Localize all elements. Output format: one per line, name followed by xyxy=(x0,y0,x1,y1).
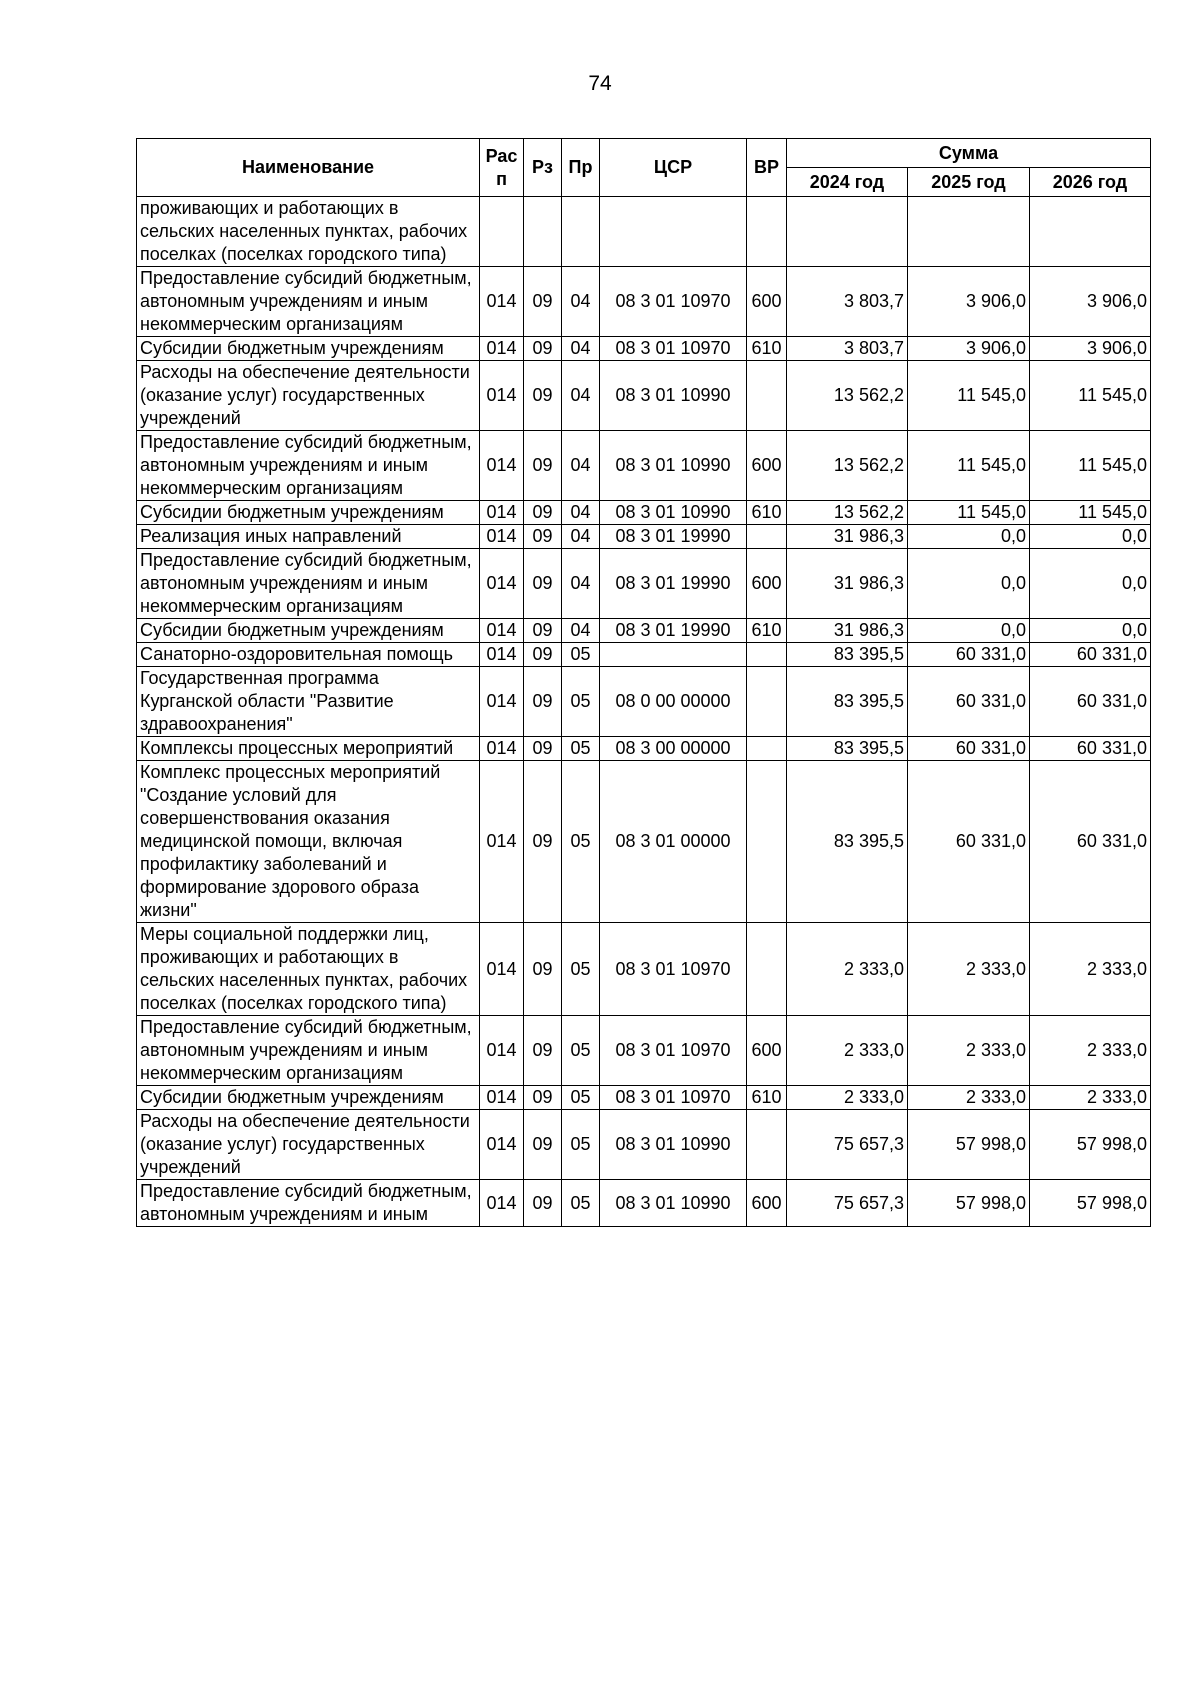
table-row xyxy=(137,761,1151,923)
cell-2026: 11 545,0 xyxy=(1030,431,1151,501)
cell-csr: 08 3 01 19990 xyxy=(600,525,747,549)
row-name: Предоставление субсидий бюджетным, автономным учреждениям и иным некоммерческим организациям xyxy=(137,1016,480,1086)
cell-2025 xyxy=(908,197,1030,267)
cell-pr: 05 xyxy=(562,1016,600,1086)
cell-pr: 05 xyxy=(562,1086,600,1110)
cell-vr xyxy=(747,643,787,667)
row-name: Субсидии бюджетным учреждениям xyxy=(137,619,480,643)
cell-2024: 2 333,0 xyxy=(787,1016,908,1086)
cell-rz: 09 xyxy=(524,761,562,923)
table-row xyxy=(137,525,1151,549)
cell-rz: 09 xyxy=(524,501,562,525)
cell-rasp: 014 xyxy=(480,501,524,525)
cell-2025: 11 545,0 xyxy=(908,501,1030,525)
cell-2026: 57 998,0 xyxy=(1030,1180,1151,1227)
cell-vr: 610 xyxy=(747,619,787,643)
cell-2024: 83 395,5 xyxy=(787,667,908,737)
cell-rasp: 014 xyxy=(480,667,524,737)
cell-2026: 60 331,0 xyxy=(1030,667,1151,737)
cell-pr xyxy=(562,197,600,267)
cell-rz: 09 xyxy=(524,643,562,667)
cell-2025: 2 333,0 xyxy=(908,1016,1030,1086)
cell-vr: 610 xyxy=(747,1086,787,1110)
table-row xyxy=(137,643,1151,667)
table-row xyxy=(137,1086,1151,1110)
cell-2026: 2 333,0 xyxy=(1030,923,1151,1016)
cell-2025: 57 998,0 xyxy=(908,1180,1030,1227)
row-name: Предоставление субсидий бюджетным, автономным учреждениям и иным некоммерческим организациям xyxy=(137,549,480,619)
cell-vr: 600 xyxy=(747,431,787,501)
row-name: Предоставление субсидий бюджетным, автономным учреждениям и иным некоммерческим организациям xyxy=(137,431,480,501)
cell-2024: 2 333,0 xyxy=(787,1086,908,1110)
cell-vr: 610 xyxy=(747,501,787,525)
cell-csr: 08 3 01 10970 xyxy=(600,267,747,337)
table-row xyxy=(137,197,1151,267)
cell-2026: 57 998,0 xyxy=(1030,1110,1151,1180)
cell-rasp: 014 xyxy=(480,361,524,431)
table-row xyxy=(137,267,1151,337)
cell-2024: 13 562,2 xyxy=(787,431,908,501)
table-row xyxy=(137,1110,1151,1180)
header-summa: Сумма xyxy=(787,139,1151,168)
cell-vr: 600 xyxy=(747,549,787,619)
cell-2025: 60 331,0 xyxy=(908,667,1030,737)
cell-2026 xyxy=(1030,197,1151,267)
page-number: 74 xyxy=(588,72,612,95)
cell-pr: 05 xyxy=(562,923,600,1016)
table-row xyxy=(137,1180,1151,1227)
header-name: Наименование xyxy=(137,139,480,197)
cell-vr xyxy=(747,923,787,1016)
cell-rasp: 014 xyxy=(480,619,524,643)
cell-csr: 08 3 01 10970 xyxy=(600,1016,747,1086)
cell-rasp: 014 xyxy=(480,1016,524,1086)
cell-rz: 09 xyxy=(524,923,562,1016)
cell-csr: 08 3 01 10970 xyxy=(600,337,747,361)
cell-rz: 09 xyxy=(524,1086,562,1110)
cell-csr: 08 3 01 10990 xyxy=(600,361,747,431)
cell-2026: 60 331,0 xyxy=(1030,761,1151,923)
cell-2026: 11 545,0 xyxy=(1030,501,1151,525)
cell-pr: 05 xyxy=(562,643,600,667)
cell-pr: 04 xyxy=(562,267,600,337)
row-name: Комплексы процессных мероприятий xyxy=(137,737,480,761)
cell-2024 xyxy=(787,197,908,267)
table-row xyxy=(137,667,1151,737)
row-name: Государственная программа Курганской области "Развитие здравоохранения" xyxy=(137,667,480,737)
cell-rz: 09 xyxy=(524,619,562,643)
header-year-2024: 2024 год xyxy=(787,168,908,197)
cell-rz: 09 xyxy=(524,549,562,619)
cell-2024: 75 657,3 xyxy=(787,1180,908,1227)
budget-table xyxy=(136,138,1151,1227)
cell-vr xyxy=(747,361,787,431)
header-year-2025: 2025 год xyxy=(908,168,1030,197)
cell-2025: 57 998,0 xyxy=(908,1110,1030,1180)
header-csr: ЦСР xyxy=(600,139,747,197)
cell-pr: 04 xyxy=(562,501,600,525)
row-name: Расходы на обеспечение деятельности (оказание услуг) государственных учреждений xyxy=(137,1110,480,1180)
row-name: Субсидии бюджетным учреждениям xyxy=(137,501,480,525)
cell-rz: 09 xyxy=(524,1110,562,1180)
cell-pr: 04 xyxy=(562,431,600,501)
cell-rasp: 014 xyxy=(480,525,524,549)
cell-2026: 2 333,0 xyxy=(1030,1086,1151,1110)
cell-csr xyxy=(600,643,747,667)
cell-pr: 05 xyxy=(562,761,600,923)
cell-rasp: 014 xyxy=(480,761,524,923)
cell-2025: 60 331,0 xyxy=(908,643,1030,667)
row-name: Санаторно-оздоровительная помощь xyxy=(137,643,480,667)
cell-2026: 11 545,0 xyxy=(1030,361,1151,431)
cell-2024: 31 986,3 xyxy=(787,525,908,549)
cell-csr: 08 3 01 10990 xyxy=(600,1110,747,1180)
cell-rz: 09 xyxy=(524,525,562,549)
row-name: Предоставление субсидий бюджетным, автономным учреждениям и иным xyxy=(137,1180,480,1227)
cell-2026: 0,0 xyxy=(1030,525,1151,549)
table-row xyxy=(137,549,1151,619)
cell-pr: 04 xyxy=(562,549,600,619)
cell-rasp: 014 xyxy=(480,1110,524,1180)
cell-vr: 610 xyxy=(747,337,787,361)
cell-pr: 04 xyxy=(562,337,600,361)
cell-2026: 0,0 xyxy=(1030,619,1151,643)
table-header xyxy=(137,139,1151,197)
table-body xyxy=(137,197,1151,1227)
row-name: Реализация иных направлений xyxy=(137,525,480,549)
cell-2024: 31 986,3 xyxy=(787,549,908,619)
cell-2025: 0,0 xyxy=(908,549,1030,619)
table-row xyxy=(137,737,1151,761)
header-vr: ВР xyxy=(747,139,787,197)
cell-vr xyxy=(747,197,787,267)
cell-2025: 2 333,0 xyxy=(908,1086,1030,1110)
cell-rz: 09 xyxy=(524,1016,562,1086)
cell-vr xyxy=(747,667,787,737)
cell-rasp: 014 xyxy=(480,1086,524,1110)
cell-pr: 05 xyxy=(562,1110,600,1180)
cell-pr: 04 xyxy=(562,619,600,643)
cell-2026: 0,0 xyxy=(1030,549,1151,619)
cell-vr xyxy=(747,761,787,923)
cell-rasp xyxy=(480,197,524,267)
header-rz: Рз xyxy=(524,139,562,197)
cell-vr xyxy=(747,1110,787,1180)
cell-2024: 83 395,5 xyxy=(787,643,908,667)
table-row xyxy=(137,1016,1151,1086)
cell-rz: 09 xyxy=(524,667,562,737)
table-row xyxy=(137,501,1151,525)
cell-2025: 2 333,0 xyxy=(908,923,1030,1016)
cell-rasp: 014 xyxy=(480,267,524,337)
cell-pr: 04 xyxy=(562,361,600,431)
cell-pr: 05 xyxy=(562,737,600,761)
table-row xyxy=(137,361,1151,431)
cell-2024: 75 657,3 xyxy=(787,1110,908,1180)
header-pr: Пр xyxy=(562,139,600,197)
cell-vr: 600 xyxy=(747,1180,787,1227)
cell-rz: 09 xyxy=(524,267,562,337)
cell-rasp: 014 xyxy=(480,643,524,667)
cell-2024: 83 395,5 xyxy=(787,761,908,923)
cell-2025: 60 331,0 xyxy=(908,737,1030,761)
cell-vr: 600 xyxy=(747,1016,787,1086)
cell-rz: 09 xyxy=(524,1180,562,1227)
cell-rasp: 014 xyxy=(480,431,524,501)
row-name: Расходы на обеспечение деятельности (оказание услуг) государственных учреждений xyxy=(137,361,480,431)
cell-pr: 05 xyxy=(562,667,600,737)
cell-rasp: 014 xyxy=(480,549,524,619)
header-rasp: Рас п xyxy=(480,139,524,197)
cell-rz: 09 xyxy=(524,431,562,501)
cell-2025: 0,0 xyxy=(908,525,1030,549)
table-row xyxy=(137,337,1151,361)
cell-vr xyxy=(747,525,787,549)
cell-2024: 2 333,0 xyxy=(787,923,908,1016)
cell-csr: 08 3 01 10970 xyxy=(600,1086,747,1110)
cell-2024: 3 803,7 xyxy=(787,267,908,337)
table-row xyxy=(137,923,1151,1016)
cell-rz xyxy=(524,197,562,267)
row-name: проживающих и работающих в сельских населенных пунктах, рабочих поселках (поселках городского типа) xyxy=(137,197,480,267)
cell-rasp: 014 xyxy=(480,337,524,361)
cell-2025: 60 331,0 xyxy=(908,761,1030,923)
cell-2025: 0,0 xyxy=(908,619,1030,643)
cell-2025: 11 545,0 xyxy=(908,431,1030,501)
cell-rz: 09 xyxy=(524,361,562,431)
cell-csr: 08 3 01 10990 xyxy=(600,1180,747,1227)
cell-csr xyxy=(600,197,747,267)
cell-csr: 08 3 01 10970 xyxy=(600,923,747,1016)
cell-2024: 13 562,2 xyxy=(787,501,908,525)
cell-rasp: 014 xyxy=(480,923,524,1016)
cell-2026: 3 906,0 xyxy=(1030,267,1151,337)
row-name: Комплекс процессных мероприятий "Создание условий для совершенствования оказания медицинской помощи, включая профилактику заболеваний и формирование здорового образа жизни" xyxy=(137,761,480,923)
cell-csr: 08 3 01 10990 xyxy=(600,431,747,501)
cell-vr: 600 xyxy=(747,267,787,337)
cell-csr: 08 3 01 00000 xyxy=(600,761,747,923)
cell-pr: 04 xyxy=(562,525,600,549)
cell-2024: 13 562,2 xyxy=(787,361,908,431)
row-name: Субсидии бюджетным учреждениям xyxy=(137,1086,480,1110)
cell-rz: 09 xyxy=(524,737,562,761)
cell-csr: 08 0 00 00000 xyxy=(600,667,747,737)
cell-2024: 3 803,7 xyxy=(787,337,908,361)
table-row xyxy=(137,431,1151,501)
header-year-2026: 2026 год xyxy=(1030,168,1151,197)
row-name: Субсидии бюджетным учреждениям xyxy=(137,337,480,361)
cell-csr: 08 3 01 19990 xyxy=(600,549,747,619)
cell-csr: 08 3 01 10990 xyxy=(600,501,747,525)
cell-2025: 3 906,0 xyxy=(908,267,1030,337)
row-name: Предоставление субсидий бюджетным, автономным учреждениям и иным некоммерческим организациям xyxy=(137,267,480,337)
cell-2026: 60 331,0 xyxy=(1030,643,1151,667)
cell-2024: 83 395,5 xyxy=(787,737,908,761)
cell-2024: 31 986,3 xyxy=(787,619,908,643)
cell-vr xyxy=(747,737,787,761)
cell-2026: 3 906,0 xyxy=(1030,337,1151,361)
cell-2025: 3 906,0 xyxy=(908,337,1030,361)
cell-rasp: 014 xyxy=(480,737,524,761)
cell-2026: 60 331,0 xyxy=(1030,737,1151,761)
table-row xyxy=(137,619,1151,643)
cell-rz: 09 xyxy=(524,337,562,361)
cell-csr: 08 3 00 00000 xyxy=(600,737,747,761)
cell-rasp: 014 xyxy=(480,1180,524,1227)
cell-csr: 08 3 01 19990 xyxy=(600,619,747,643)
cell-pr: 05 xyxy=(562,1180,600,1227)
row-name: Меры социальной поддержки лиц, проживающих и работающих в сельских населенных пунктах, рабочих поселках (поселках городского типа) xyxy=(137,923,480,1016)
cell-2025: 11 545,0 xyxy=(908,361,1030,431)
cell-2026: 2 333,0 xyxy=(1030,1016,1151,1086)
